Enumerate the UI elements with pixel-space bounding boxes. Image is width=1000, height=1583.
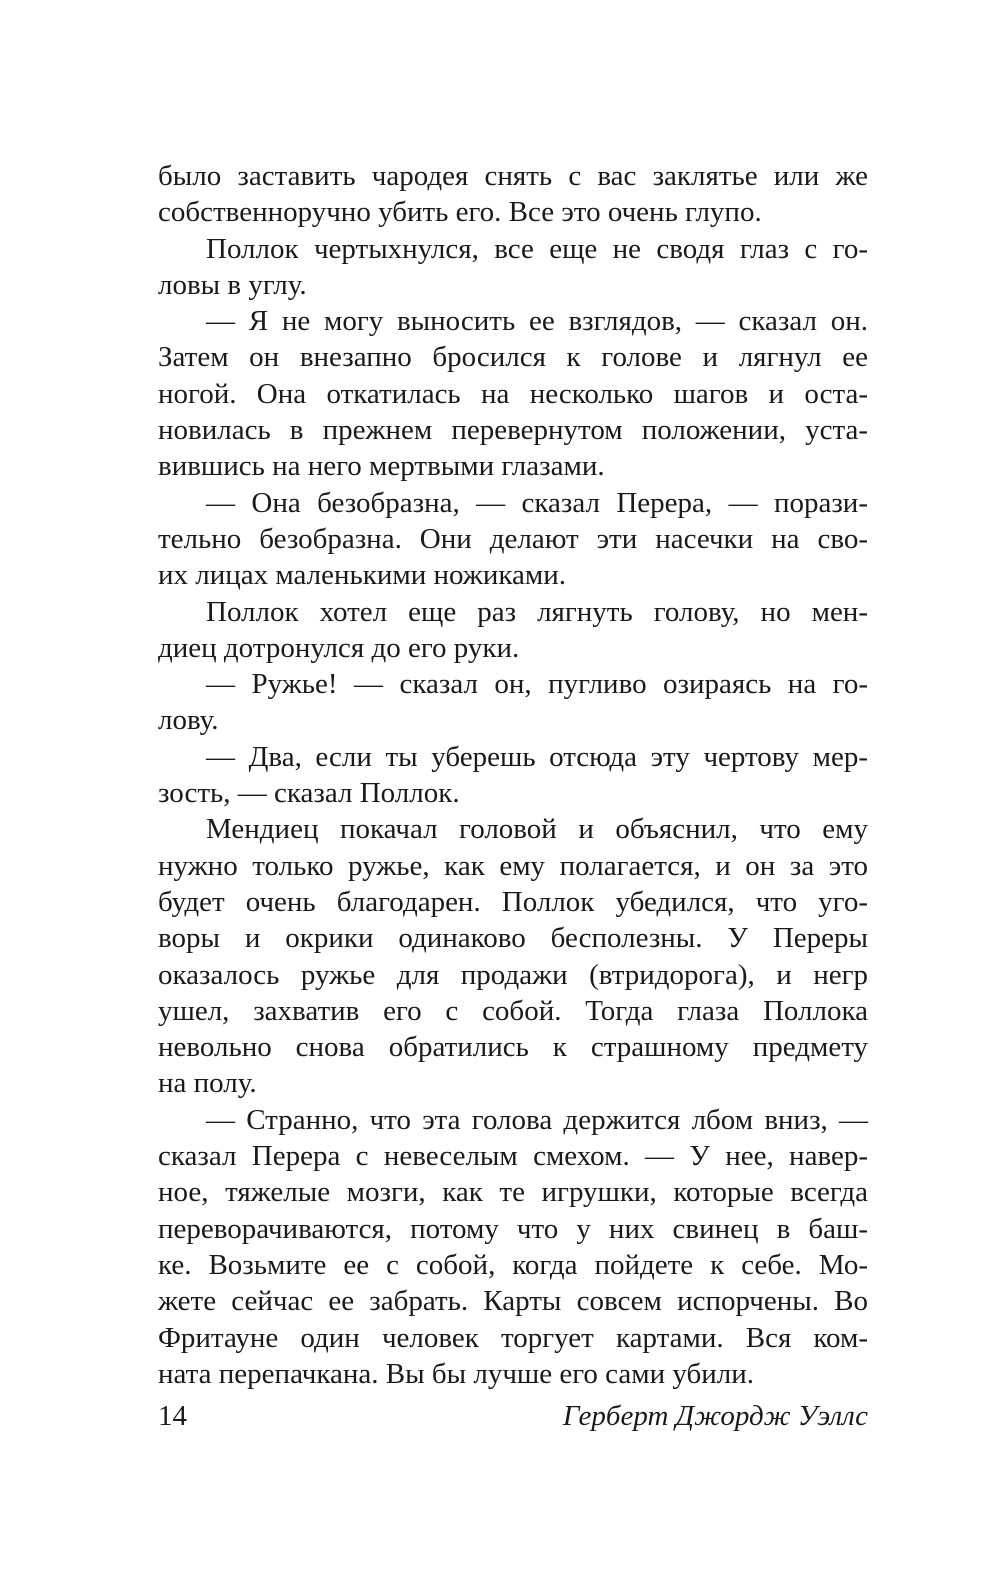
text-line: лову. [158,704,219,737]
text-line: — Странно, что эта голова держится лбом вниз, — [206,1103,868,1136]
page-number: 14 [158,1400,187,1432]
text-line: невольно снова обратились к страшному предмету [158,1031,868,1064]
text-line: сказал Перера с невеселым смехом. — У нее, навер- [158,1140,868,1173]
text-line: — Я не могу выносить ее взглядов, — сказал он. [206,305,868,338]
text-line: зость, — сказал Поллок. [158,777,460,810]
text-line: ке. Возьмите ее с собой, когда пойдете к себе. Мо- [158,1248,868,1281]
text-line: нужно только ружье, как ему полагается, и он за это [158,849,868,882]
text-line: Поллок чертыхнулся, все еще не сводя глаз с го- [206,232,868,265]
text-line: новилась в прежнем перевернутом положении, уста- [158,414,868,447]
text-line: переворачиваются, потому что у них свинец в баш- [158,1212,868,1245]
page-body-text [158,158,868,1392]
text-line: ната перепачкана. Вы бы лучше его сами убили. [158,1357,755,1390]
text-line: диец дотронулся до его руки. [158,631,520,664]
text-line: ногой. Она откатилась на несколько шагов и оста- [158,377,868,410]
text-line: ное, тяжелые мозги, как те игрушки, которые всегда [158,1176,868,1209]
text-line: — Два, если ты уберешь отсюда эту чертову мер- [206,740,868,773]
text-line: ловы в углу. [158,268,307,301]
text-line: ушел, захватив его с собой. Тогда глаза Поллока [158,994,868,1027]
text-line: жете сейчас ее забрать. Карты совсем испорчены. Во [158,1285,868,1318]
text-line: воры и окрики одинаково бесполезны. У Переры [158,922,868,955]
text-line: тельно безобразна. Они делают эти насечки на сво- [158,522,868,555]
text-line: Фритауне один человек торгует картами. Вся ком- [158,1321,868,1354]
text-line: будет очень благодарен. Поллок убедился, что уго- [158,885,868,918]
text-line: их лицах маленькими ножиками. [158,559,566,592]
text-line: на полу. [158,1067,257,1100]
text-line: — Ружье! — сказал он, пугливо озираясь на го- [206,668,868,701]
text-line: Мендиец покачал головой и объяснил, что ему [206,813,868,846]
text-line: Поллок хотел еще раз лягнуть голову, но мен- [206,595,868,628]
text-line: — Она безобразна, — сказал Перера, — порази- [206,486,868,519]
text-line: оказалось ружье для продажи (втридорога), и негр [158,958,868,991]
text-line: было заставить чародея снять с вас заклятье или же [158,160,868,192]
text-line: Затем он внезапно бросился к голове и лягнул ее [158,341,868,374]
running-footer-author: Герберт Джордж Уэллс [562,1400,868,1432]
text-line: вившись на него мертвыми глазами. [158,450,605,483]
text-line: собственноручно убить его. Все это очень глупо. [158,196,762,229]
